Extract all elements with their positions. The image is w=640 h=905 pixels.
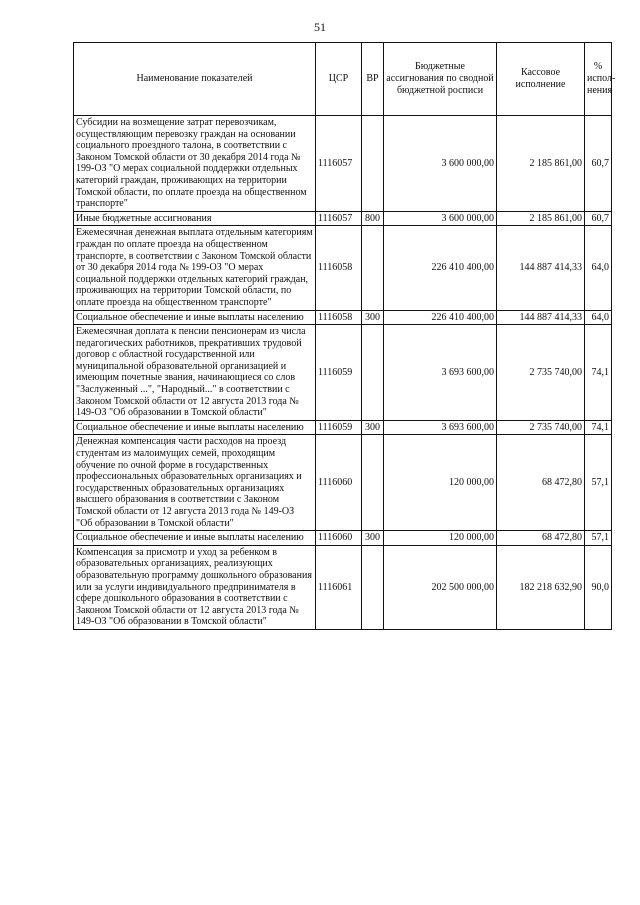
row-name: Социальное обеспечение и иные выплаты населению xyxy=(74,531,316,546)
row-csr: 1116057 xyxy=(316,116,362,212)
row-cash: 2 185 861,00 xyxy=(497,116,585,212)
page-number: 51 xyxy=(314,20,326,34)
row-vr: 300 xyxy=(362,531,384,546)
row-cash: 182 218 632,90 xyxy=(497,545,585,629)
row-cash: 2 735 740,00 xyxy=(497,420,585,435)
table-body xyxy=(74,116,612,630)
table-row xyxy=(74,435,612,531)
row-plan: 3 693 600,00 xyxy=(384,420,497,435)
row-vr: 800 xyxy=(362,211,384,226)
header-vr: ВР xyxy=(362,43,384,116)
header-cash: Кассовое исполнение xyxy=(497,43,585,116)
row-cash: 2 735 740,00 xyxy=(497,325,585,421)
row-pct: 57,1 xyxy=(585,435,612,531)
row-vr xyxy=(362,545,384,629)
row-pct: 64,0 xyxy=(585,310,612,325)
row-pct: 60,7 xyxy=(585,116,612,212)
table-row xyxy=(74,420,612,435)
row-name: Денежная компенсация части расходов на проезд студентам из малоимущих семей, проходящим обучение по очной форме в государственных профессиональных образовательных организациях и государственных образовательных организациях высшего образования в соответствии с Законом Томской области от 12 августа 2013 года № 149-ОЗ "Об образовании в Томской области" xyxy=(74,435,316,531)
row-name: Ежемесячная денежная выплата отдельным категориям граждан по оплате проезда на общественном транспорте, в соответствии с Законом Томской области от 30 декабря 2014 года № 199-ОЗ "О мерах социальной поддержки отдельных категорий граждан, проживающих на территории Томской области, по оплате проезда на общественном транспорте" xyxy=(74,226,316,310)
row-pct: 90,0 xyxy=(585,545,612,629)
row-cash: 68 472,80 xyxy=(497,531,585,546)
row-name: Субсидии на возмещение затрат перевозчикам, осуществляющим перевозку граждан на основании социального проездного талона, в соответствии с Законом Томской области от 30 декабря 2014 года № 199-ОЗ "О мерах социальной поддержки отдельных категорий граждан, проживающих на территории Томской области, по оплате проезда на общественном транспорте" xyxy=(74,116,316,212)
row-plan: 120 000,00 xyxy=(384,435,497,531)
row-pct: 64,0 xyxy=(585,226,612,310)
table-row xyxy=(74,116,612,212)
row-csr: 1116061 xyxy=(316,545,362,629)
row-csr: 1116059 xyxy=(316,420,362,435)
row-csr: 1116060 xyxy=(316,435,362,531)
table-row xyxy=(74,545,612,629)
row-pct: 57,1 xyxy=(585,531,612,546)
row-plan: 202 500 000,00 xyxy=(384,545,497,629)
row-pct: 74,1 xyxy=(585,325,612,421)
header-pct: % испол-нения xyxy=(585,43,612,116)
row-csr: 1116059 xyxy=(316,325,362,421)
row-name: Социальное обеспечение и иные выплаты населению xyxy=(74,310,316,325)
table-row xyxy=(74,531,612,546)
row-cash: 2 185 861,00 xyxy=(497,211,585,226)
row-name: Иные бюджетные ассигнования xyxy=(74,211,316,226)
row-csr: 1116058 xyxy=(316,226,362,310)
row-csr: 1116057 xyxy=(316,211,362,226)
table-header-row xyxy=(74,43,612,116)
row-name: Компенсация за присмотр и уход за ребенком в образовательных организациях, реализующих образовательную программу дошкольного образования или за услуги индивидуального предпринимателя в сфере дошкольного образования в соответствии с Законом Томской области от 12 августа 2013 года № 149-ОЗ "Об образовании в Томской области" xyxy=(74,545,316,629)
row-plan: 3 600 000,00 xyxy=(384,116,497,212)
table-row xyxy=(74,226,612,310)
row-cash: 144 887 414,33 xyxy=(497,226,585,310)
row-vr xyxy=(362,116,384,212)
table-row xyxy=(74,211,612,226)
row-plan: 3 600 000,00 xyxy=(384,211,497,226)
row-cash: 68 472,80 xyxy=(497,435,585,531)
row-plan: 120 000,00 xyxy=(384,531,497,546)
header-name: Наименование показателей xyxy=(74,43,316,116)
row-pct: 60,7 xyxy=(585,211,612,226)
row-pct: 74,1 xyxy=(585,420,612,435)
row-name: Социальное обеспечение и иные выплаты населению xyxy=(74,420,316,435)
budget-execution-table xyxy=(73,42,616,630)
table-row xyxy=(74,310,612,325)
row-vr: 300 xyxy=(362,310,384,325)
row-csr: 1116058 xyxy=(316,310,362,325)
row-vr xyxy=(362,435,384,531)
row-plan: 3 693 600,00 xyxy=(384,325,497,421)
header-plan: Бюджетные ассигнования по сводной бюджетной росписи xyxy=(384,43,497,116)
row-vr: 300 xyxy=(362,420,384,435)
row-name: Ежемесячная доплата к пенсии пенсионерам из числа педагогических работников, прекративших трудовой договор с областной государственной или муниципальной образовательной организацией и имеющим почетные звания, начинающиеся со слов "Заслуженный ...", "Народный..." в соответствии с Законом Томской области от 12 августа 2013 года № 149-ОЗ "Об образовании в Томской области" xyxy=(74,325,316,421)
row-vr xyxy=(362,226,384,310)
row-plan: 226 410 400,00 xyxy=(384,310,497,325)
table-row xyxy=(74,325,612,421)
header-csr: ЦСР xyxy=(316,43,362,116)
row-csr: 1116060 xyxy=(316,531,362,546)
row-vr xyxy=(362,325,384,421)
row-cash: 144 887 414,33 xyxy=(497,310,585,325)
row-plan: 226 410 400,00 xyxy=(384,226,497,310)
